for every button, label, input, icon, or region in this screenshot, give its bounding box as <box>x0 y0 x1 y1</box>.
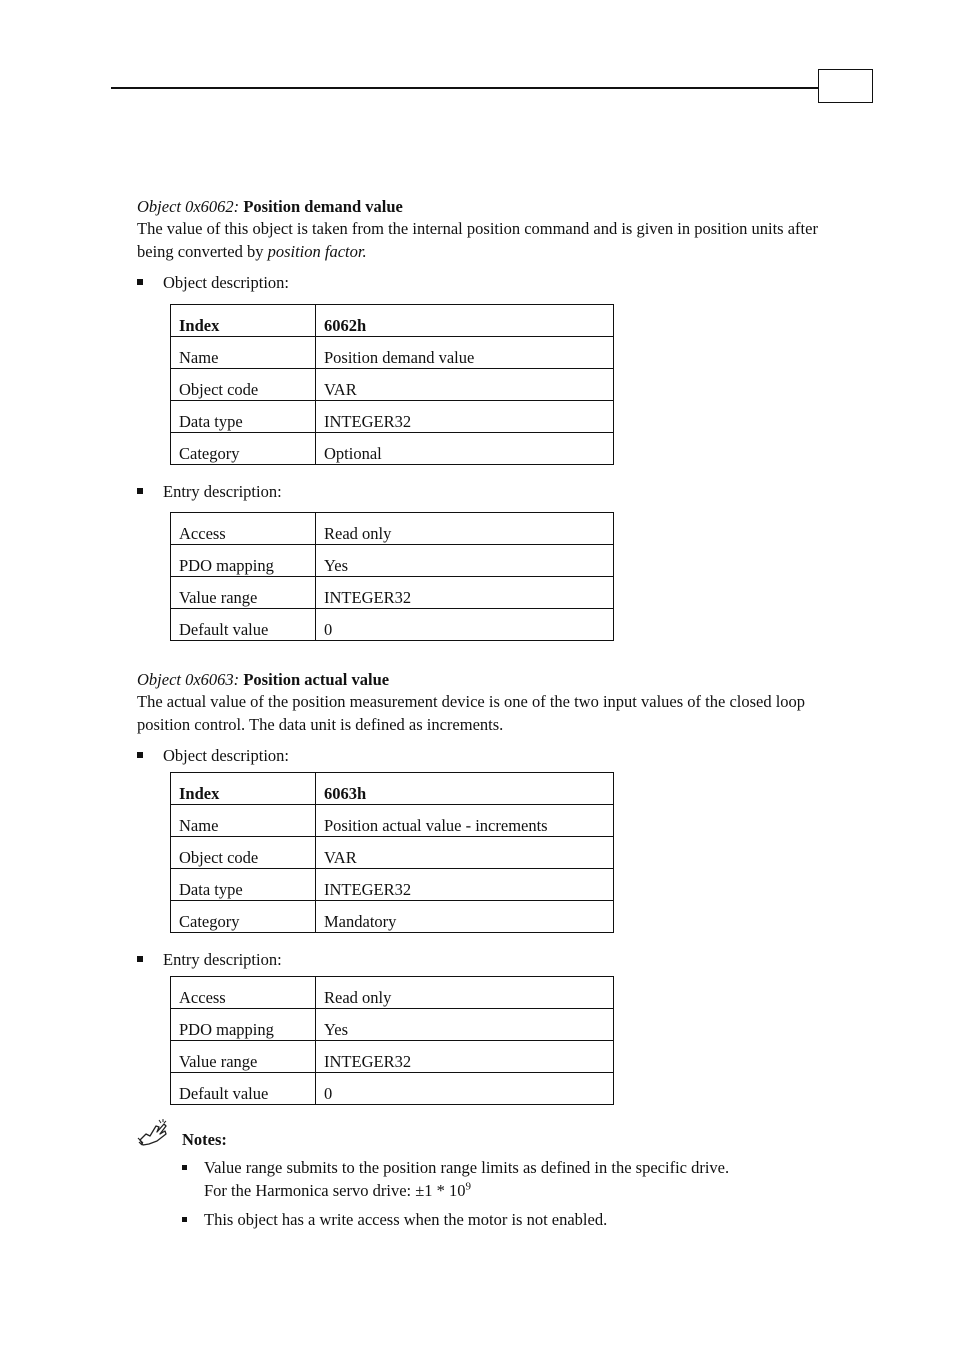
table-cell: PDO mapping <box>171 545 316 577</box>
table-cell: 0 <box>316 1073 614 1105</box>
table-cell: INTEGER32 <box>316 577 614 609</box>
table-cell: Position demand value <box>316 337 614 369</box>
table-cell: VAR <box>316 369 614 401</box>
note-text-line2-main: For the Harmonica servo drive: ±1 * 10 <box>204 1181 466 1200</box>
bullet-label: Object description: <box>163 746 290 765</box>
table-cell: Position actual value - increments <box>316 805 614 837</box>
table-cell: 0 <box>316 609 614 641</box>
table-cell: Object code <box>171 837 316 869</box>
table-row <box>171 433 614 465</box>
bullet-square-icon <box>182 1217 187 1222</box>
table-row <box>171 545 614 577</box>
table-cell: VAR <box>316 837 614 869</box>
page-number-box <box>818 69 873 103</box>
table-row <box>171 305 614 337</box>
table-row <box>171 401 614 433</box>
table-row <box>171 513 614 545</box>
note-item <box>182 1156 832 1202</box>
section-description-6062 <box>137 217 827 263</box>
table-cell: 6063h <box>316 773 614 805</box>
table-cell: 6062h <box>316 305 614 337</box>
heading-prefix: Object 0x6062: <box>137 197 240 216</box>
table-cell: Index <box>171 305 316 337</box>
description-italic: position factor. <box>267 242 367 261</box>
heading-prefix: Object 0x6063: <box>137 670 240 689</box>
table-cell: Default value <box>171 1073 316 1105</box>
note-item <box>182 1208 832 1231</box>
header-rule <box>111 87 819 89</box>
entry-table-6063 <box>170 976 614 1105</box>
bullet-square-icon <box>137 279 143 285</box>
table-cell: Category <box>171 901 316 933</box>
table-row <box>171 337 614 369</box>
object-description-bullet <box>137 746 289 766</box>
entry-description-bullet <box>137 950 282 970</box>
table-row <box>171 1073 614 1105</box>
table-row <box>171 1009 614 1041</box>
table-cell: Name <box>171 805 316 837</box>
table-row <box>171 805 614 837</box>
table-cell: Read only <box>316 513 614 545</box>
section-heading-6062 <box>137 197 403 217</box>
table-row <box>171 837 614 869</box>
table-cell: Value range <box>171 1041 316 1073</box>
note-hand-icon <box>137 1118 169 1148</box>
bullet-square-icon <box>137 488 143 494</box>
table-row <box>171 577 614 609</box>
note-superscript: 9 <box>465 1180 472 1193</box>
table-cell: Name <box>171 337 316 369</box>
description-text: The actual value of the position measurement device is one of the two input values of the closed loop position control. The data unit is defined as increments. <box>137 692 806 734</box>
note-text-line1: Value range submits to the position range limits as defined in the specific drive. <box>204 1158 730 1177</box>
table-row <box>171 609 614 641</box>
table-cell: Mandatory <box>316 901 614 933</box>
note-text-line2 <box>204 1179 832 1202</box>
table-cell: PDO mapping <box>171 1009 316 1041</box>
table-cell: Access <box>171 513 316 545</box>
table-row <box>171 773 614 805</box>
table-cell: Access <box>171 977 316 1009</box>
object-description-bullet <box>137 273 289 293</box>
bullet-square-icon <box>182 1165 187 1170</box>
bullet-label: Object description: <box>163 273 290 292</box>
table-cell: INTEGER32 <box>316 1041 614 1073</box>
heading-title: Position actual value <box>243 670 390 689</box>
table-cell: INTEGER32 <box>316 869 614 901</box>
table-cell: Yes <box>316 1009 614 1041</box>
table-row <box>171 369 614 401</box>
table-cell: Value range <box>171 577 316 609</box>
table-cell: Data type <box>171 869 316 901</box>
section-description-6063 <box>137 690 827 736</box>
heading-title: Position demand value <box>243 197 403 216</box>
bullet-label: Entry description: <box>163 482 282 501</box>
table-cell: Default value <box>171 609 316 641</box>
table-row <box>171 977 614 1009</box>
table-row <box>171 901 614 933</box>
table-cell: Category <box>171 433 316 465</box>
table-cell: Index <box>171 773 316 805</box>
table-row <box>171 869 614 901</box>
entry-table-6062 <box>170 512 614 641</box>
bullet-square-icon <box>137 752 143 758</box>
table-cell: Data type <box>171 401 316 433</box>
table-cell: Yes <box>316 545 614 577</box>
bullet-label: Entry description: <box>163 950 282 969</box>
description-text: The value of this object is taken from the internal position command and is given in position units after being converted by <box>137 219 818 261</box>
table-cell: INTEGER32 <box>316 401 614 433</box>
table-cell: Read only <box>316 977 614 1009</box>
object-table-6062 <box>170 304 614 465</box>
notes-title: Notes: <box>182 1130 227 1149</box>
table-row <box>171 1041 614 1073</box>
object-table-6063 <box>170 772 614 933</box>
table-cell: Optional <box>316 433 614 465</box>
entry-description-bullet <box>137 482 282 502</box>
bullet-square-icon <box>137 956 143 962</box>
table-cell: Object code <box>171 369 316 401</box>
section-heading-6063 <box>137 670 389 690</box>
note-text: This object has a write access when the motor is not enabled. <box>204 1210 608 1229</box>
